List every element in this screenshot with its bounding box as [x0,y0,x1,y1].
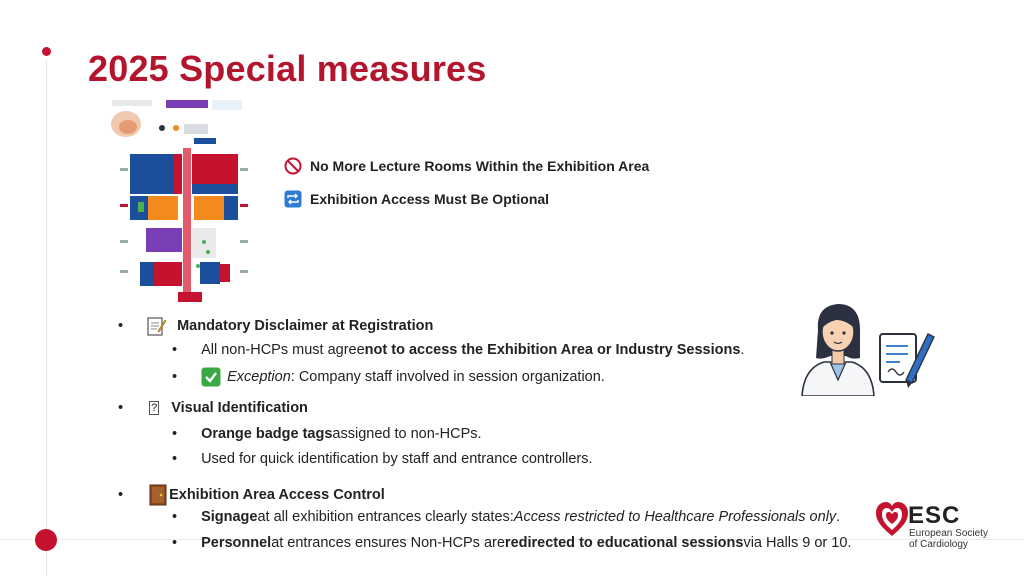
esc-logo [874,500,994,552]
logo-wordmark: ESC [908,502,961,529]
logo-subtitle: European Society of Cardiology [909,528,988,550]
access-heading-row [118,484,385,506]
prohibited-icon [284,157,302,175]
check-mark-icon [201,367,221,387]
access-item-1: • Signage at all exhibition entrances clearly states: Access restricted to Healthcare Professionals only . [172,509,841,525]
visual-item-2: • Used for quick identification by staff and entrance controllers. [172,451,593,467]
visual-heading: Visual Identification [171,400,308,416]
heart-logo-icon [876,502,908,540]
slide-title: 2025 Special measures [88,48,487,89]
bullet: • [172,426,178,442]
visual-heading-row [118,400,308,416]
callout-no-lecture-rooms: No More Lecture Rooms Within the Exhibition Area [284,156,649,176]
left-vertical-rule [46,60,47,576]
repeat-arrows-icon [284,190,302,208]
missing-glyph-icon: ? [151,402,158,414]
bullet: • [172,451,178,467]
disclaimer-heading: Mandatory Disclaimer at Registration [177,318,434,334]
exhibition-floor-map [108,96,268,304]
accent-dot-bottom [35,529,57,551]
bullet: • [172,342,178,358]
bullet: • [172,369,178,385]
access-heading: Exhibition Area Access Control [169,487,385,503]
visual-item-1: • Orange badge tags assigned to non-HCPs. [172,426,482,442]
memo-icon [145,316,167,336]
accent-dot-top [42,47,51,56]
door-icon [149,484,167,506]
bullet: • [172,509,178,525]
bullet: • [118,318,124,334]
disclaimer-item-1: • All non-HCPs must agree not to access the Exhibition Area or Industry Sessions . [172,342,745,358]
access-item-2: • Personnel at entrances ensures Non-HCPs are redirected to educational sessions via Halls 9 or 10. [172,535,852,551]
bullet: • [172,535,178,551]
callout-access-optional: Exhibition Access Must Be Optional [284,189,549,209]
doctor-illustration [796,300,948,396]
bullet: • [118,400,124,416]
disclaimer-heading-row [118,316,433,336]
bullet: • [118,487,124,503]
disclaimer-item-2: • Exception : Company staff involved in session organization. [172,369,605,385]
